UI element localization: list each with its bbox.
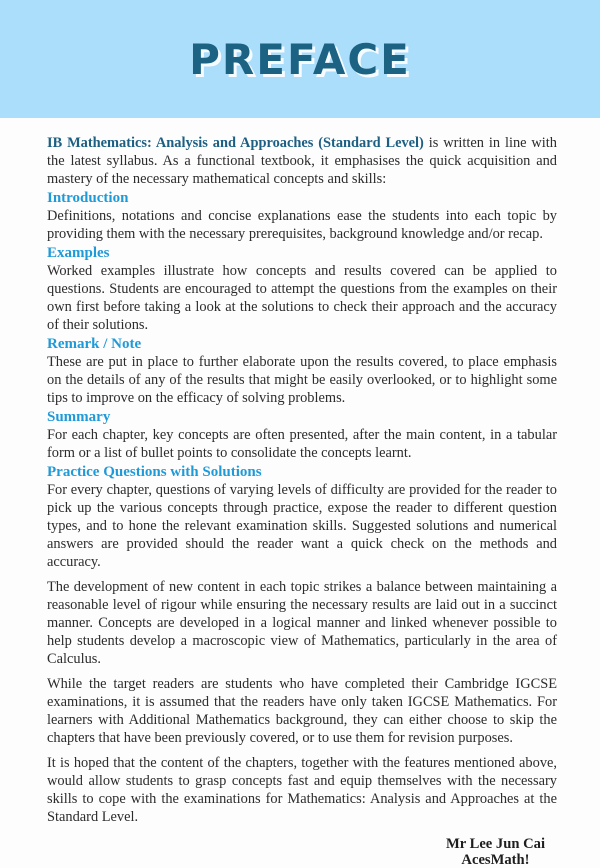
closing-paragraph-hope: It is hoped that the content of the chapters, together with the features mentioned above, would allow students to grasp concepts fast and equip themselves with the necessary skills to cope with the examinations for Mathematics: Analysis and Approaches at the Standard Level. [47, 755, 557, 825]
page-title: PREFACE [189, 34, 411, 84]
section-body-remark-note: These are put in place to further elaborate upon the results covered, to place emphasis on the details of any of the results that might be easily overlooked, or to highlight some tips to improve on the efficacy of solving problems. [47, 354, 557, 406]
closing-paragraph-target-readers: While the target readers are students who have completed their Cambridge IGCSE examinations, it is assumed that the readers have only taken IGCSE Mathematics. For learners with Additional Mathematics background, they can either choose to skip the chapters that have been previously covered, or to use them for revision purposes. [47, 676, 557, 746]
page-header [0, 0, 600, 118]
section-body-introduction: Definitions, notations and concise explanations ease the students into each topic by providing them with the necessary prerequisites, background knowledge and/or recap. [47, 208, 557, 242]
intro-paragraph [47, 134, 557, 188]
section-practice-questions [47, 463, 557, 571]
section-examples [47, 244, 557, 334]
signature-organization: AcesMath! [461, 852, 530, 868]
section-body-examples: Worked examples illustrate how concepts and results covered can be applied to questions. Students are encouraged to attempt the questions from the examples on their own first before taking a look at the solutions to check their approach and the accuracy of their solutions. [47, 263, 557, 333]
section-introduction [47, 189, 557, 243]
section-heading-examples: Examples [47, 245, 110, 261]
section-summary [47, 408, 557, 462]
section-heading-remark-note: Remark / Note [47, 336, 142, 352]
closing-paragraph-development: The development of new content in each topic strikes a balance between maintaining a reasonable level of rigour while ensuring the necessary results are laid out in a succinct manner. Concepts are developed in a logical manner and linked whenever possible to help students develop a macroscopic view of Mathematics, particularly in the area of Calculus. [47, 579, 557, 667]
section-heading-summary: Summary [47, 409, 111, 425]
book-title-bold: IB Mathematics: Analysis and Approaches (Standard Level) [47, 135, 424, 151]
intro-paragraph-text: is written in line with the latest syllabus. As a functional textbook, it emphasises the quick acquisition and mastery of the necessary mathematical concepts and skills: [47, 135, 557, 187]
section-remark-note [47, 335, 557, 407]
signature-name: Mr Lee Jun Cai [445, 836, 545, 852]
preface-content [0, 118, 600, 868]
signature [446, 836, 545, 868]
section-heading-practice-questions: Practice Questions with Solutions [47, 464, 262, 480]
section-heading-introduction: Introduction [47, 190, 129, 206]
section-body-summary: For each chapter, key concepts are often presented, after the main content, in a tabular form or a list of bullet points to consolidate the concepts learnt. [47, 427, 557, 461]
section-body-practice-questions: For every chapter, questions of varying levels of difficulty are provided for the reader to pick up the various concepts through practice, expose the reader to different question types, and to hone the relevant examination skills. Suggested solutions and numerical answers are provided should the reader want a quick check on the methods and accuracy. [47, 482, 557, 570]
